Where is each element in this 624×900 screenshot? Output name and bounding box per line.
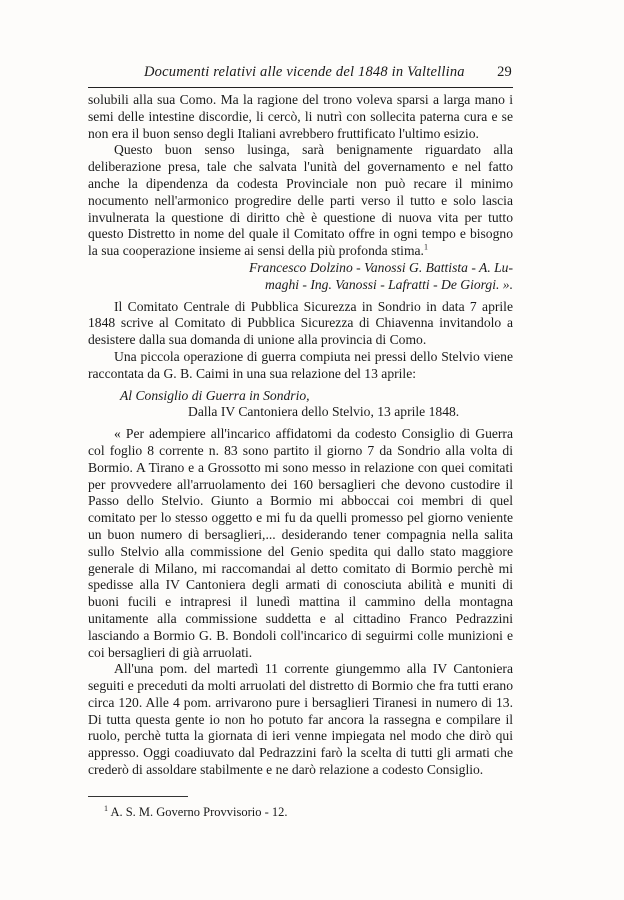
body-text — [88, 92, 513, 779]
paragraph-5: « Per adempiere all'incarico affidatomi da codesto Consiglio di Guerra col foglio 8 corrente n. 83 sono partito il giorno 7 da Sondrio alla volta di Bormio. A Tirano e a Grossotto mi sono messo in relazione con quei comitati per provvedere all'arruolamento dei 160 bersaglieri che devono custodire il Passo dello Stelvio. Giunto a Bormio mi abboccai coi membri di quel comitato per lo stesso oggetto e mi fu da quelli promesso pel giorno veniente un buon numero di bersaglieri,... desiderando tener compagnia nella salita sullo Stelvio alla commissione del Genio spedita qui dallo stato maggiore generale di Milano, mi raccomandai al detto comitato di Bormio perchè mi spedisse alla IV Cantoniera degli armati di conosciuta abilità e muniti di buoni fucili e intrapresi il lunedì mattina il cammino della montagna unitamente alla commissione suddetta e al cittadino Franco Pedrazzini lasciando a Bormio G. B. Bondoli coll'incarico di seguirmi colle munizioni e coi bersaglieri di già arruolati. — [88, 426, 513, 660]
letter-address: Al Consiglio di Guerra in Sondrio, — [120, 387, 310, 403]
running-header — [88, 60, 512, 84]
running-title: Documenti relativi alle vicende del 1848 in Valtellina — [144, 64, 465, 80]
paragraph-4: Una piccola operazione di guerra compiuta nei pressi dello Stelvio viene raccontata da G. B. Caimi in una sua relazione del 13 aprile: — [88, 348, 513, 381]
header-rule — [88, 87, 513, 88]
signature-line-2: maghi - Ing. Vanossi - Lafratti - De Giorgi. ». — [265, 276, 513, 292]
page-number: 29 — [497, 64, 512, 80]
paragraph-6: All'una pom. del martedì 11 corrente giungemmo alla IV Cantoniera seguiti e preceduti da molti arruolati del distretto di Bormio che fra tutti erano circa 120. Alle 4 pom. arrivarono pure i bersaglieri Tiranesi in numero di 13. Di tutta questa gente io non ho potuto far ancora la rassegna e compilare il ruolo, perchè tutta la giornata di ieri venne impiegata nel modo che dirò qui appresso. Oggi coadiuvato dal Pedrazzini farò la scelta di tutti gli armati che crederò di assoldare stabilmente e ne darò relazione a codesto Consiglio. — [88, 661, 513, 778]
footnote-ref: 1 — [423, 242, 428, 252]
signature-line-1: Francesco Dolzino - Vanossi G. Battista - A. Lu- — [248, 259, 513, 275]
letter-dateline: Dalla IV Cantoniera dello Stelvio, 13 aprile 1848. — [188, 404, 460, 420]
footnote-rule — [88, 796, 188, 797]
paragraph-1: solubili alla sua Como. Ma la ragione del trono voleva sparsi a larga mano i semi delle intestine discordie, li cercò, li nutrì con sollecita paterna cura e se non era il buon senso degli Italiani avrebbero fruttificato l'ultimo esizio. — [88, 92, 513, 141]
paragraph-2 — [88, 142, 513, 260]
footnote — [104, 805, 288, 820]
footnote-text: A. S. M. Governo Provvisorio - 12. — [110, 805, 288, 819]
footnote-mark: 1 — [104, 803, 108, 813]
paragraph-3: Il Comitato Centrale di Pubblica Sicurezza in Sondrio in data 7 aprile 1848 scrive al Comitato di Pubblica Sicurezza di Chiavenna invitandolo a desistere dalla sua domanda di unione alla provincia di Como. — [88, 298, 513, 348]
paragraph-2-text: Questo buon senso lusinga, sarà benignamente riguardato alla deliberazione presa, tale che salvata l'unità del governamento e nel fatto anche la dipendenza da codesta Provinciale non può recare il minimo nocumento nell'armonico progredire delle parti verso il tutto e solo lascia invulnerata la questione di diritto chè è questione di nuova vita per tutto questo Distretto in nome del quale il Comitato offre in ogni tempo e bisogno la sua cooperazione insieme ai sensi della più profonda stima. — [88, 142, 513, 259]
